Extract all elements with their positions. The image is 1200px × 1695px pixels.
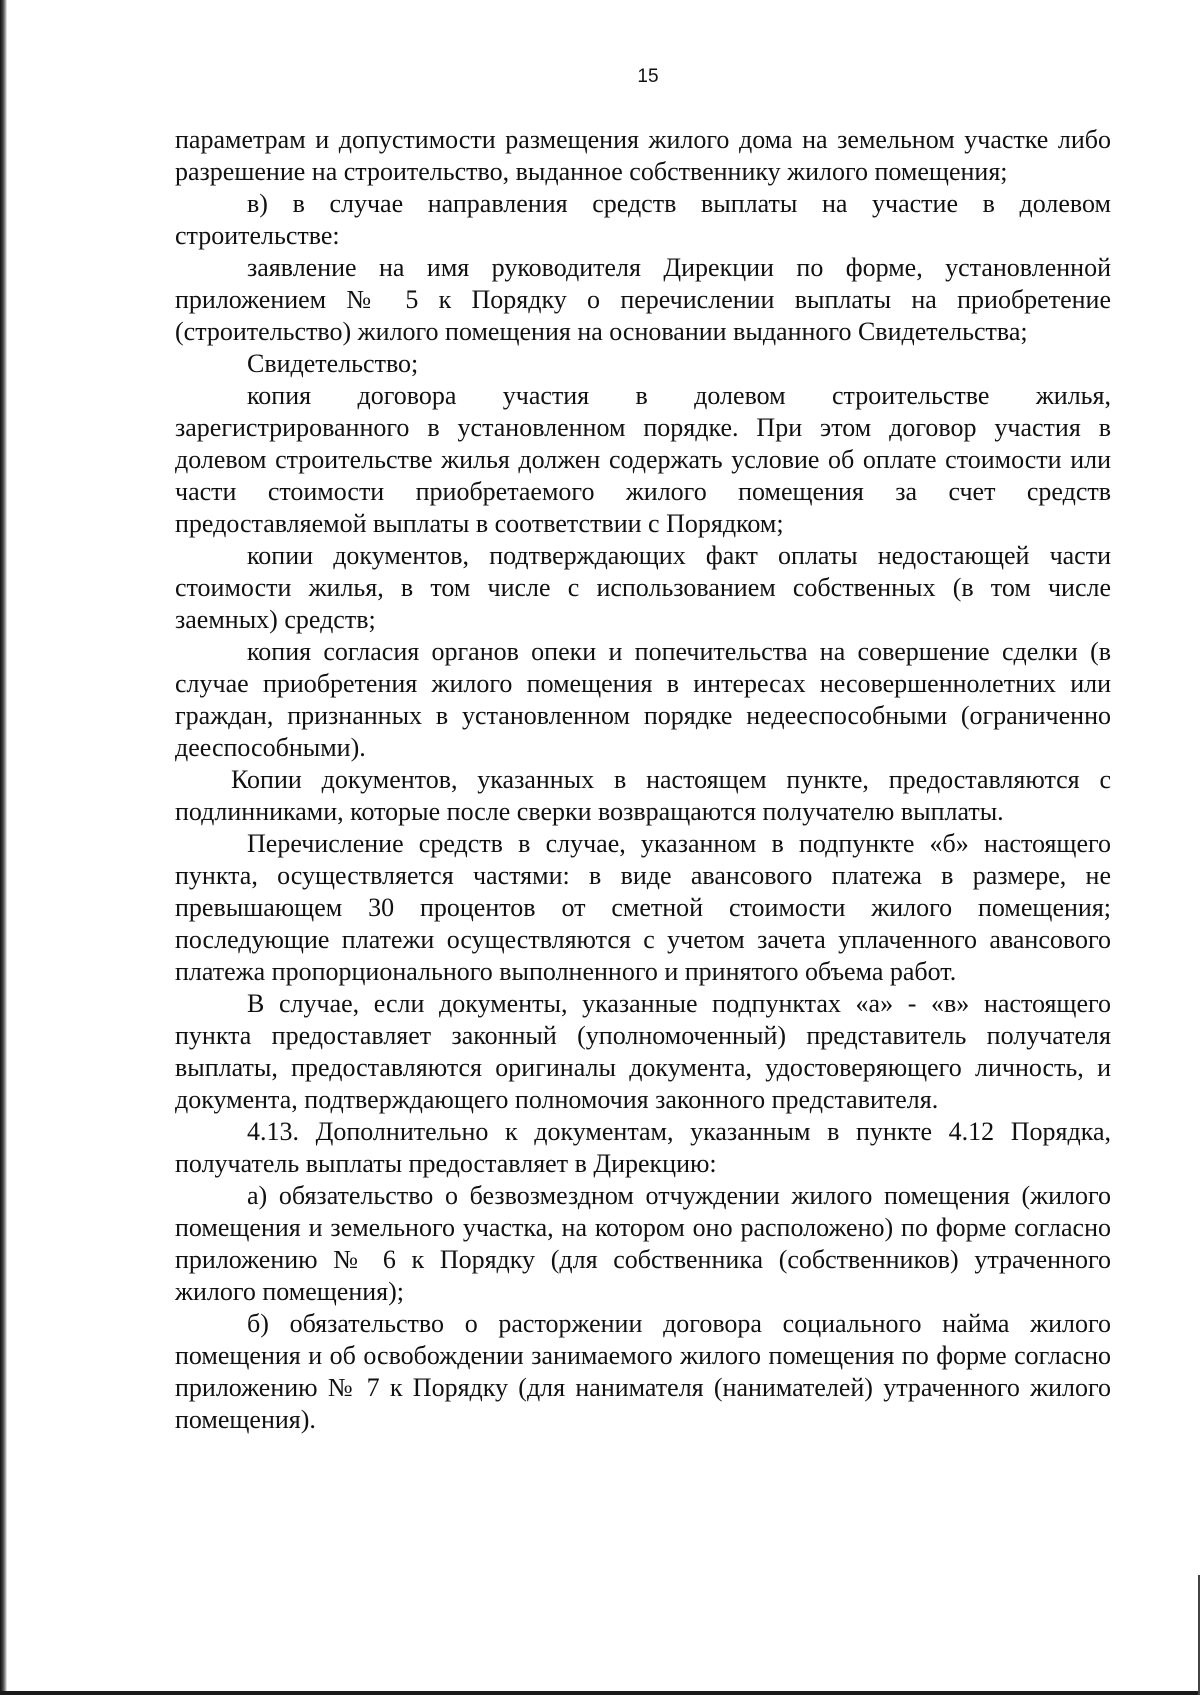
scan-left-edge xyxy=(0,0,7,1695)
paragraph: копия согласия органов опеки и попечительства на совершение сделки (в случае приобретения жилого помещения в интересах несовершеннолетних или граждан, признанных в установленном порядке недееспособными (ограниченно дееспособными). xyxy=(175,637,1111,762)
paragraph: 4.13. Дополнительно к документам, указанным в пункте 4.12 Порядка, получатель выплаты предоставляет в Дирекцию: xyxy=(175,1117,1111,1178)
scan-bottom-edge xyxy=(0,1691,1200,1695)
paragraph: параметрам и допустимости размещения жилого дома на земельном участке либо разрешение на строительство, выданное собственнику жилого помещения; xyxy=(175,125,1111,186)
paragraph: Перечисление средств в случае, указанном в подпункте «б» настоящего пункта, осуществляется частями: в виде авансового платежа в размере, не превышающем 30 процентов от сметной стоимости жилого помещения; последующие платежи осуществляются с учетом зачета уплаченного авансового платежа пропорционального выполненного и принятого объема работ. xyxy=(175,829,1111,986)
paragraph: В случае, если документы, указанные подпунктах «а» - «в» настоящего пункта предоставляет законный (уполномоченный) представитель получателя выплаты, предоставляются оригиналы документа, удостоверяющего личность, и документа, подтверждающего полномочия законного представителя. xyxy=(175,989,1111,1114)
paragraph: а) обязательство о безвозмездном отчуждении жилого помещения (жилого помещения и земельного участка, на котором оно расположено) по форме согласно приложению № 6 к Порядку (для собственника (собственников) утраченного жилого помещения); xyxy=(175,1181,1111,1306)
paragraph: Свидетельство; xyxy=(247,349,419,378)
paragraph: копия договора участия в долевом строительстве жилья, зарегистрированного в установленном порядке. При этом договор участия в долевом строительстве жилья должен содержать условие об оплате стоимости или части стоимости приобретаемого жилого помещения за счет средств предоставляемой выплаты в соответствии с Порядком; xyxy=(175,381,1111,538)
paragraph: в) в случае направления средств выплаты на участие в долевом строительстве: xyxy=(175,189,1111,250)
paragraph: б) обязательство о расторжении договора социального найма жилого помещения и об освобождении занимаемого жилого помещения по форме согласно приложению № 7 к Порядку (для нанимателя (нанимателей) утраченного жилого помещения). xyxy=(175,1309,1111,1434)
document-body xyxy=(175,124,1111,1436)
paragraph: копии документов, подтверждающих факт оплаты недостающей части стоимости жилья, в том числе с использованием собственных (в том числе заемных) средств; xyxy=(175,541,1111,634)
paragraph: заявление на имя руководителя Дирекции по форме, установленной приложением № 5 к Порядку о перечислении выплаты на приобретение (строительство) жилого помещения на основании выданного Свидетельства; xyxy=(175,253,1111,346)
paragraph: Копии документов, указанных в настоящем пункте, предоставляются с подлинниками, которые после сверки возвращаются получателю выплаты. xyxy=(175,765,1111,826)
page-number: 15 xyxy=(637,66,659,87)
